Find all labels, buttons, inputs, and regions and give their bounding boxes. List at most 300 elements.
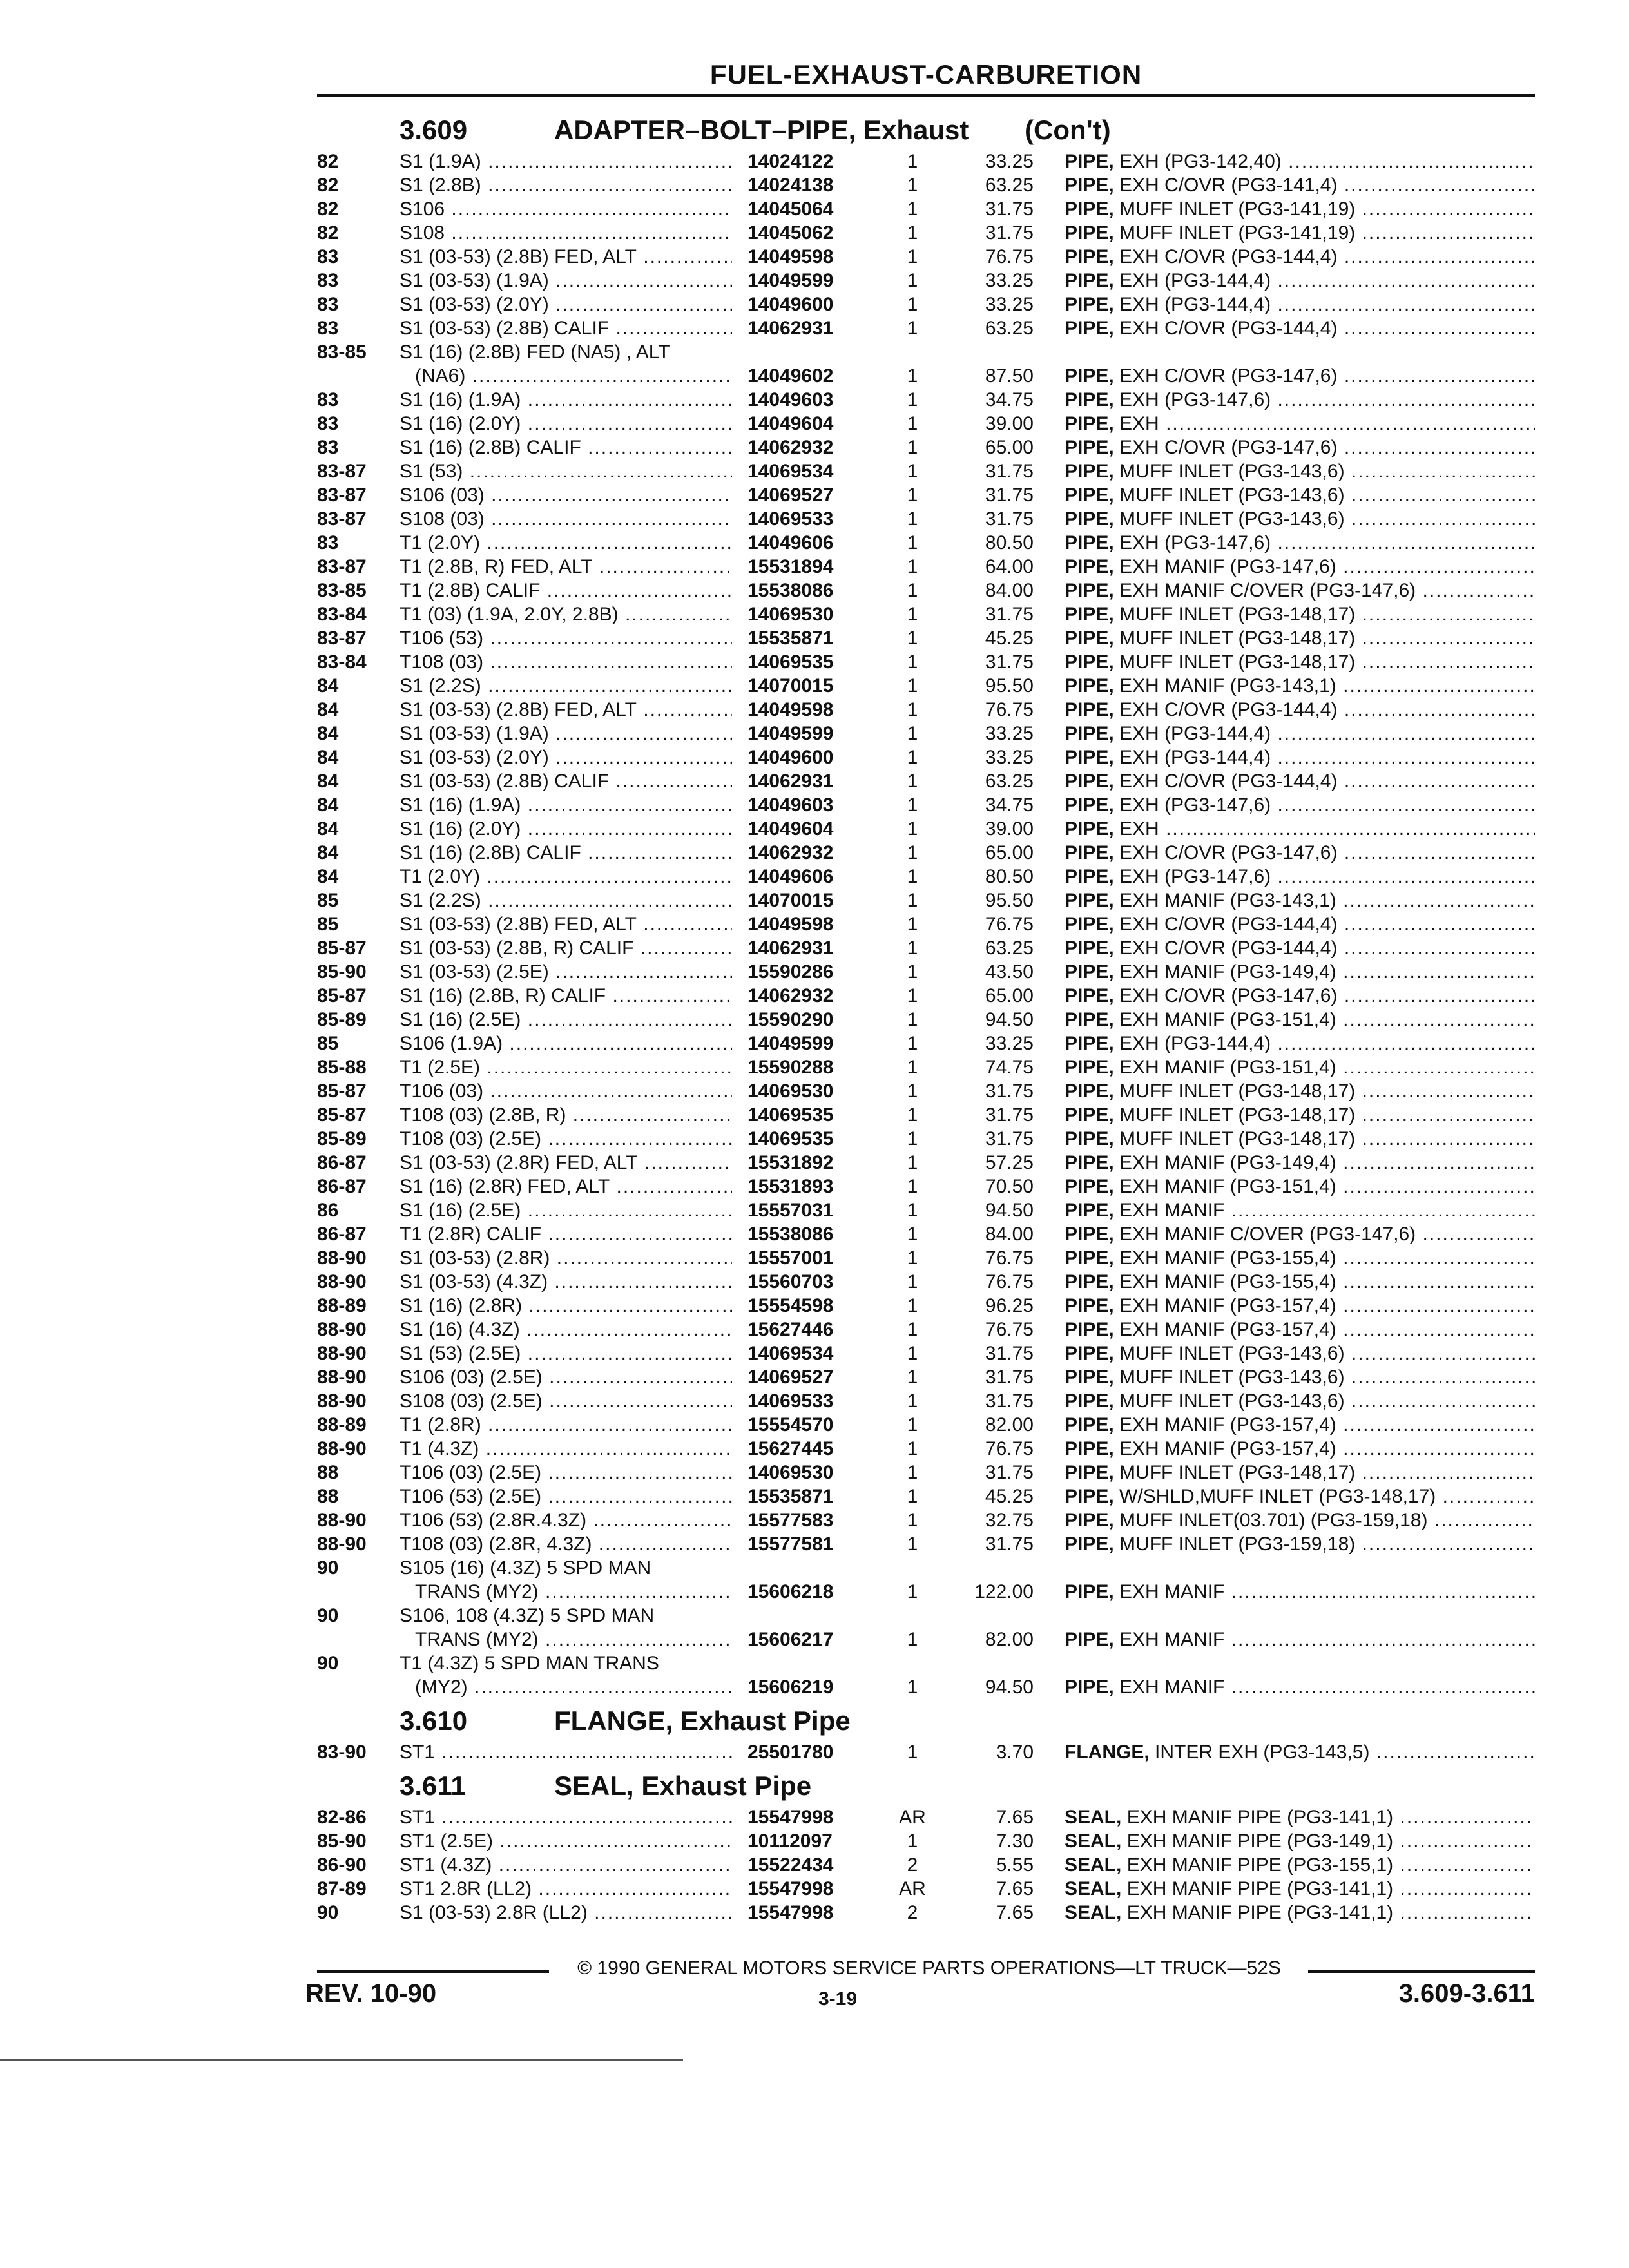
model-line: S1 (16) (2.8B) FED (NA5) , ALT [400,341,670,363]
model-year: 86-87 [317,1224,367,1245]
table-row [317,269,1535,293]
model-year: 88 [317,1486,339,1507]
part-number: 25501780 [747,1742,834,1763]
quantity: 1 [907,1581,918,1602]
quantity: 1 [907,937,918,959]
price: 65.00 [985,437,1034,458]
model-year: 90 [317,1605,339,1626]
table-row [317,1853,1535,1877]
model-line: S108 (03) (2.5E) ..... [400,1389,732,1413]
price: 63.25 [985,318,1034,339]
quantity: 1 [907,1486,918,1507]
part-description [1065,745,1535,769]
part-number: 14049606 [747,866,834,887]
part-description [1065,1877,1535,1901]
price: 76.75 [985,1247,1034,1269]
quantity: 1 [907,699,918,720]
quantity: 1 [907,1677,918,1698]
part-number: 15606218 [747,1581,834,1602]
description-keyword: PIPE, [1065,270,1114,291]
description-keyword: PIPE, [1065,1581,1114,1602]
price: 63.25 [985,175,1034,196]
part-number: 14069533 [747,508,834,530]
model-application [400,1079,732,1103]
table-row [317,1532,1535,1556]
price: 87.50 [985,365,1034,387]
description-text: EXH MANIF PIPE (PG3-155,1) [1121,1854,1394,1876]
table-row [317,1198,1535,1222]
part-number: 15590286 [747,961,834,983]
description-keyword: PIPE, [1065,699,1114,720]
part-description [1065,483,1535,507]
description-text: EXH MANIF (PG3-157,4) [1113,1438,1336,1459]
model-application [400,388,732,412]
price: 82.00 [985,1414,1034,1436]
quantity: 1 [907,890,918,911]
model-application [400,340,732,388]
part-description [1065,1032,1535,1055]
description-keyword: PIPE, [1065,1486,1114,1507]
footer-revision: REV. 10-90 [305,1979,437,2008]
model-line: S108 ..... [400,221,732,245]
model-application [400,960,732,984]
part-description [1065,650,1535,674]
description-text: EXH MANIF PIPE (PG3-141,1) [1121,1878,1394,1899]
model-line: T108 (03) (2.8R, 4.3Z) ..... [400,1532,732,1556]
table-row [317,316,1535,340]
part-description [1065,269,1535,293]
quantity: 1 [907,1009,918,1030]
part-description [1065,459,1535,483]
description-keyword: PIPE, [1065,413,1114,434]
model-year: 84 [317,771,339,792]
part-description [1065,1341,1535,1365]
price: 76.75 [985,246,1034,267]
description-keyword: SEAL, [1065,1878,1122,1899]
quantity: 1 [907,532,918,553]
model-line: S1 (03-53) (2.0Y) ..... [400,745,732,769]
description-text: EXH MANIF (PG3-157,4) [1113,1295,1336,1316]
quantity: 1 [907,1390,918,1412]
model-line: (MY2) ..... [400,1675,732,1699]
price: 39.00 [985,818,1034,840]
description-text: EXH MANIF C/OVER (PG3-147,6) [1113,580,1416,601]
model-line: T108 (03) (2.8B, R) ..... [400,1103,732,1127]
model-line: S1 (03-53) (2.8B) FED, ALT ..... [400,698,732,722]
description-keyword: PIPE, [1065,151,1114,172]
description-text: EXH (PG3-144,4) [1113,294,1271,315]
part-number: 14069535 [747,1104,834,1126]
quantity: 1 [907,1081,918,1102]
model-application [400,1198,732,1222]
model-line: (NA6) ..... [400,364,732,388]
model-application [400,1127,732,1151]
description-text: INTER EXH (PG3-143,5) [1149,1742,1370,1763]
table-row [317,1008,1535,1032]
description-text: MUFF INLET (PG3-143,6) [1113,1390,1345,1412]
price: 31.75 [985,508,1034,530]
model-line: S1 (03-53) (2.8B) CALIF ..... [400,316,732,340]
model-application [400,245,732,269]
model-line: S1 (16) (2.8B, R) CALIF ..... [400,984,732,1008]
description-text: EXH MANIF (PG3-147,6) [1113,556,1336,577]
part-description [1065,436,1535,459]
table-row [317,173,1535,197]
price: 34.75 [985,794,1034,816]
description-keyword: SEAL, [1065,1831,1122,1852]
table-row [317,1246,1535,1270]
quantity: 1 [907,651,918,673]
table-row [317,293,1535,316]
description-text: EXH [1113,413,1159,434]
description-keyword: PIPE, [1065,1200,1114,1221]
quantity: 1 [907,270,918,291]
model-year: 83-85 [317,341,367,363]
model-year: 85-87 [317,1081,367,1102]
part-description [1065,1175,1535,1198]
model-application [400,1485,732,1508]
model-line: S1 (03-53) (2.0Y) ..... [400,293,732,316]
description-text: EXH (PG3-147,6) [1113,794,1271,816]
model-line: S1 (03-53) (1.9A) ..... [400,722,732,745]
model-application [400,1877,732,1901]
price: 94.50 [985,1200,1034,1221]
price: 7.30 [996,1831,1034,1852]
table-row [317,745,1535,769]
price: 63.25 [985,771,1034,792]
model-year: 85 [317,1033,339,1054]
model-application [400,1055,732,1079]
table-row [317,602,1535,626]
price: 5.55 [996,1854,1034,1876]
quantity: 2 [907,1902,918,1923]
model-year: 88-90 [317,1367,367,1388]
part-number: 14045064 [747,198,834,220]
description-keyword: PIPE, [1065,794,1114,816]
quantity: 1 [907,1033,918,1054]
model-year: 88-90 [317,1533,367,1555]
description-text: EXH (PG3-144,4) [1113,1033,1271,1054]
table-row [317,1556,1535,1604]
model-application [400,1829,732,1853]
section-continued: (Con't) [1025,115,1111,145]
description-keyword: PIPE, [1065,1176,1114,1197]
quantity: 1 [907,294,918,315]
description-keyword: PIPE, [1065,604,1114,625]
description-keyword: PIPE, [1065,1510,1114,1531]
table-row [317,1437,1535,1461]
price: 31.75 [985,485,1034,506]
part-number: 14049600 [747,294,834,315]
model-year: 85-87 [317,985,367,1006]
model-line: T106 (53) ..... [400,626,732,650]
part-number: 14069530 [747,1462,834,1483]
price: 82.00 [985,1629,1034,1650]
part-description [1065,1055,1535,1079]
model-line: T1 (2.5E) ..... [400,1055,732,1079]
model-application [400,1341,732,1365]
part-description [1065,793,1535,817]
quantity: 1 [907,1271,918,1293]
quantity: 1 [907,580,918,601]
price: 31.75 [985,604,1034,625]
model-line: T1 (2.0Y) ..... [400,531,732,555]
table-row [317,1175,1535,1198]
description-keyword: PIPE, [1065,1295,1114,1316]
part-number: 14049599 [747,1033,834,1054]
quantity: 1 [907,842,918,863]
part-number: 14062932 [747,985,834,1006]
price: 122.00 [974,1581,1034,1602]
footer-copyright: © 1990 GENERAL MOTORS SERVICE PARTS OPERATIONS—LT TRUCK—52S [577,1957,1281,1979]
quantity: 1 [907,437,918,458]
model-line: T1 (2.8B, R) FED, ALT ..... [400,555,732,579]
footer-section-range: 3.609-3.611 [1398,1979,1535,2008]
model-year: 86-87 [317,1176,367,1197]
quantity: 1 [907,1831,918,1852]
model-year: 88-90 [317,1343,367,1364]
price: 76.75 [985,1438,1034,1459]
part-number: 14069527 [747,1367,834,1388]
section-number: 3.609 [400,115,468,145]
price: 31.75 [985,1367,1034,1388]
quantity: 1 [907,198,918,220]
model-application [400,817,732,841]
price: 31.75 [985,1128,1034,1149]
description-keyword: PIPE, [1065,508,1114,530]
model-application [400,1901,732,1925]
description-text: EXH (PG3-147,6) [1113,389,1271,410]
model-year: 85-90 [317,961,367,983]
description-text: EXH C/OVR (PG3-144,4) [1113,771,1338,792]
model-line: T108 (03) ..... [400,650,732,674]
price: 31.75 [985,1343,1034,1364]
description-text: EXH MANIF [1113,1677,1225,1698]
model-year: 82-86 [317,1807,367,1828]
model-year: 83-87 [317,461,367,482]
quantity: 1 [907,1057,918,1078]
quantity: 1 [907,1462,918,1483]
model-line: S1 (16) (2.5E) ..... [400,1198,732,1222]
model-application [400,316,732,340]
description-text: EXH C/OVR (PG3-141,4) [1113,175,1338,196]
description-text: EXH MANIF PIPE (PG3-141,1) [1121,1902,1394,1923]
model-application [400,936,732,960]
model-application [400,1853,732,1877]
model-line: T1 (4.3Z) ..... [400,1437,732,1461]
part-number: 14049599 [747,723,834,744]
part-number: 15560703 [747,1271,834,1293]
part-number: 14062931 [747,937,834,959]
model-application [400,602,732,626]
part-description [1065,960,1535,984]
quantity: 1 [907,1200,918,1221]
table-row [317,1055,1535,1079]
price: 76.75 [985,1319,1034,1340]
quantity: 1 [907,318,918,339]
description-text: EXH C/OVR (PG3-147,6) [1113,985,1338,1006]
quantity: 1 [907,1128,918,1149]
description-keyword: PIPE, [1065,842,1114,863]
description-text: EXH C/OVR (PG3-147,6) [1113,365,1338,387]
table-row [317,579,1535,602]
part-number: 15531892 [747,1152,834,1173]
price: 94.50 [985,1677,1034,1698]
model-year: 84 [317,723,339,744]
price: 33.25 [985,723,1034,744]
description-text: MUFF INLET (PG3-148,17) [1113,651,1356,673]
model-year: 85 [317,914,339,935]
part-description [1065,1008,1535,1032]
part-description [1065,173,1535,197]
quantity: 1 [907,866,918,887]
description-keyword: PIPE, [1065,866,1114,887]
description-text: EXH MANIF [1113,1581,1225,1602]
part-description [1065,1437,1535,1461]
price: 7.65 [996,1878,1034,1899]
model-line: T1 (03) (1.9A, 2.0Y, 2.8B) ..... [400,602,732,626]
part-number: 14062932 [747,437,834,458]
part-description [1065,1829,1535,1853]
quantity: 1 [907,1742,918,1763]
part-description [1065,507,1535,531]
price: 33.25 [985,151,1034,172]
model-application [400,1805,732,1829]
part-number: 14045062 [747,222,834,244]
description-text: EXH (PG3-144,4) [1113,270,1271,291]
model-year: 84 [317,842,339,863]
part-description [1065,602,1535,626]
part-description [1065,1151,1535,1175]
model-year: 85-89 [317,1128,367,1149]
model-application [400,221,732,245]
price: 45.25 [985,628,1034,649]
price: 32.75 [985,1510,1034,1531]
part-number: 14070015 [747,890,834,911]
price: 33.25 [985,270,1034,291]
description-keyword: PIPE, [1065,1081,1114,1102]
quantity: 1 [907,485,918,506]
model-year: 84 [317,675,339,697]
part-number: 15606217 [747,1629,834,1650]
part-number: 14024122 [747,151,834,172]
model-application [400,1246,732,1270]
part-number: 15557031 [747,1200,834,1221]
table-row [317,722,1535,745]
part-description [1065,1805,1535,1829]
model-application [400,269,732,293]
price: 31.75 [985,1390,1034,1412]
price: 84.00 [985,1224,1034,1245]
description-text: EXH [1113,818,1159,840]
part-number: 15522434 [747,1854,834,1876]
description-keyword: PIPE, [1065,890,1114,911]
description-text: EXH MANIF (PG3-151,4) [1113,1176,1336,1197]
table-row [317,555,1535,579]
model-year: 86-90 [317,1854,367,1876]
quantity: 1 [907,1104,918,1126]
model-application [400,1604,732,1651]
description-text: EXH (PG3-144,4) [1113,723,1271,744]
part-number: 14049604 [747,818,834,840]
description-keyword: SEAL, [1065,1807,1122,1828]
part-description [1065,698,1535,722]
quantity: 1 [907,365,918,387]
quantity: 1 [907,1510,918,1531]
model-line: S106 (03) (2.5E) ..... [400,1365,732,1389]
price: 76.75 [985,1271,1034,1293]
model-year: 83 [317,532,339,553]
table-row [317,1651,1535,1699]
part-description [1065,1198,1535,1222]
table-row [317,221,1535,245]
table-row [317,507,1535,531]
parts-list [317,108,1535,1925]
description-text: EXH MANIF (PG3-151,4) [1113,1009,1336,1030]
part-description [1065,865,1535,889]
model-line: ST1 ..... [400,1805,732,1829]
part-number: 15531893 [747,1176,834,1197]
price: 76.75 [985,699,1034,720]
table-row [317,459,1535,483]
model-year: 82 [317,222,339,244]
model-year: 88-89 [317,1295,367,1316]
part-description [1065,1389,1535,1413]
description-keyword: SEAL, [1065,1902,1122,1923]
model-year: 88-90 [317,1510,367,1531]
table-row [317,1151,1535,1175]
description-text: EXH C/OVR (PG3-144,4) [1113,699,1338,720]
model-line: S1 (16) (2.8B) CALIF ..... [400,436,732,459]
model-application [400,769,732,793]
part-description [1065,889,1535,912]
model-year: 84 [317,747,339,768]
part-number: 10112097 [747,1831,833,1852]
description-text: EXH MANIF [1113,1629,1225,1650]
quantity: 1 [907,1176,918,1197]
table-row [317,388,1535,412]
model-line: T1 (2.0Y) ..... [400,865,732,889]
model-line: S1 (03-53) (2.8B, R) CALIF ..... [400,936,732,960]
model-year: 83 [317,294,339,315]
price: 80.50 [985,532,1034,553]
price: 31.75 [985,1104,1034,1126]
table-row [317,793,1535,817]
price: 70.50 [985,1176,1034,1197]
description-text: EXH MANIF (PG3-149,4) [1113,961,1336,983]
part-description [1065,1740,1535,1764]
description-keyword: PIPE, [1065,1438,1114,1459]
price: 94.50 [985,1009,1034,1030]
model-application [400,1318,732,1341]
price: 31.75 [985,1081,1034,1102]
model-line: S1 (53) ..... [400,459,732,483]
quantity: 1 [907,747,918,768]
description-text: EXH C/OVR (PG3-147,6) [1113,437,1338,458]
description-text: MUFF INLET (PG3-141,19) [1113,222,1356,244]
model-year: 83 [317,318,339,339]
part-number: 15627446 [747,1319,834,1340]
quantity: 1 [907,175,918,196]
model-year: 88 [317,1462,339,1483]
model-year: 84 [317,794,339,816]
model-year: 85-87 [317,937,367,959]
model-application [400,626,732,650]
section-number: 3.610 [400,1706,468,1736]
table-row [317,626,1535,650]
part-number: 15577581 [747,1533,834,1555]
model-line: S1 (16) (2.8B) CALIF ..... [400,841,732,865]
